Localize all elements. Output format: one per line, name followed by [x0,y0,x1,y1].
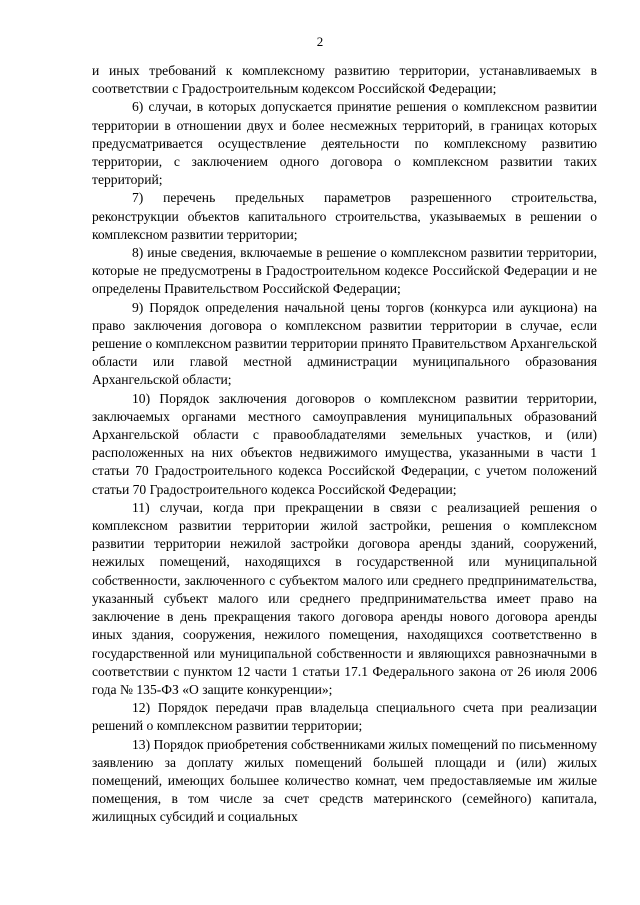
paragraph-item-7: 7) перечень предельных параметров разрешенного строительства, реконструкции объектов капитального строительства, указываемых в решении о комплексном развитии территории; [92,190,597,242]
paragraph-continuation: и иных требований к комплексному развитию территории, устанавливаемых в соответствии с Градостроительным кодексом Российской Федерации; [92,63,597,97]
page-number: 2 [316,34,324,49]
document-body [92,62,597,827]
paragraph-item-6: 6) случаи, в которых допускается принятие решения о комплексном развитии территории в отношении двух и более несмежных территорий, в границах которых предусматривается осуществление деятельности по комплексному развитию территории, с заключением одного договора о комплексном развитии таких территорий; [92,99,597,188]
paragraph-item-11: 11) случаи, когда при прекращении в связи с реализацией решения о комплексном развитии территории жилой застройки, решения о комплексном развитии территории нежилой застройки договора аренды зданий, сооружений, нежилых помещений, находящихся в государственной или муниципальной собственности, заключенного с субъектом малого или среднего предпринимательства, указанный субъект малого или среднего предпринимательства имеет право на заключение в день прекращения такого договора аренды нового договора аренды иных здания, сооружения, нежилого помещения, находящихся соответственно в государственной или муниципальной собственности и являющихся равнозначными в соответствии с пунктом 12 части 1 статьи 17.1 Федерального закона от 26 июля 2006 года № 135-ФЗ «О защите конкуренции»; [92,499,597,697]
paragraph-item-9: 9) Порядок определения начальной цены торгов (конкурса или аукциона) на право заключения договора о комплексном развитии территории в случае, если решение о комплексном развитии территории принято Правительством Архангельской области или главой местной администрации муниципального образования Архангельской области; [92,299,597,388]
paragraph-item-12: 12) Порядок передачи прав владельца специального счета при реализации решений о комплексном развитии территории; [92,700,597,734]
paragraph-item-8: 8) иные сведения, включаемые в решение о комплексном развитии территории, которые не предусмотрены в Градостроительном кодексе Российской Федерации и не определены Правительством Российской Федерации; [92,245,597,297]
paragraph-item-10: 10) Порядок заключения договоров о комплексном развитии территории, заключаемых органами местного самоуправления муниципальных образований Архангельской области с правообладателями земельных участков, и (или) расположенных на них объектов недвижимого имущества, указанными в части 1 статьи 70 Градостроительного кодекса Российской Федерации, с учетом положений статьи 70 Градостроительного кодекса Российской Федерации; [92,390,597,497]
paragraph-item-13: 13) Порядок приобретения собственниками жилых помещений по письменному заявлению за доплату жилых помещений большей площади и (или) жилых помещений, имеющих большее количество комнат, чем предоставляемые им жилые помещения, в том числе за счет средств материнского (семейного) капитала, жилищных субсидий и социальных [92,736,597,825]
